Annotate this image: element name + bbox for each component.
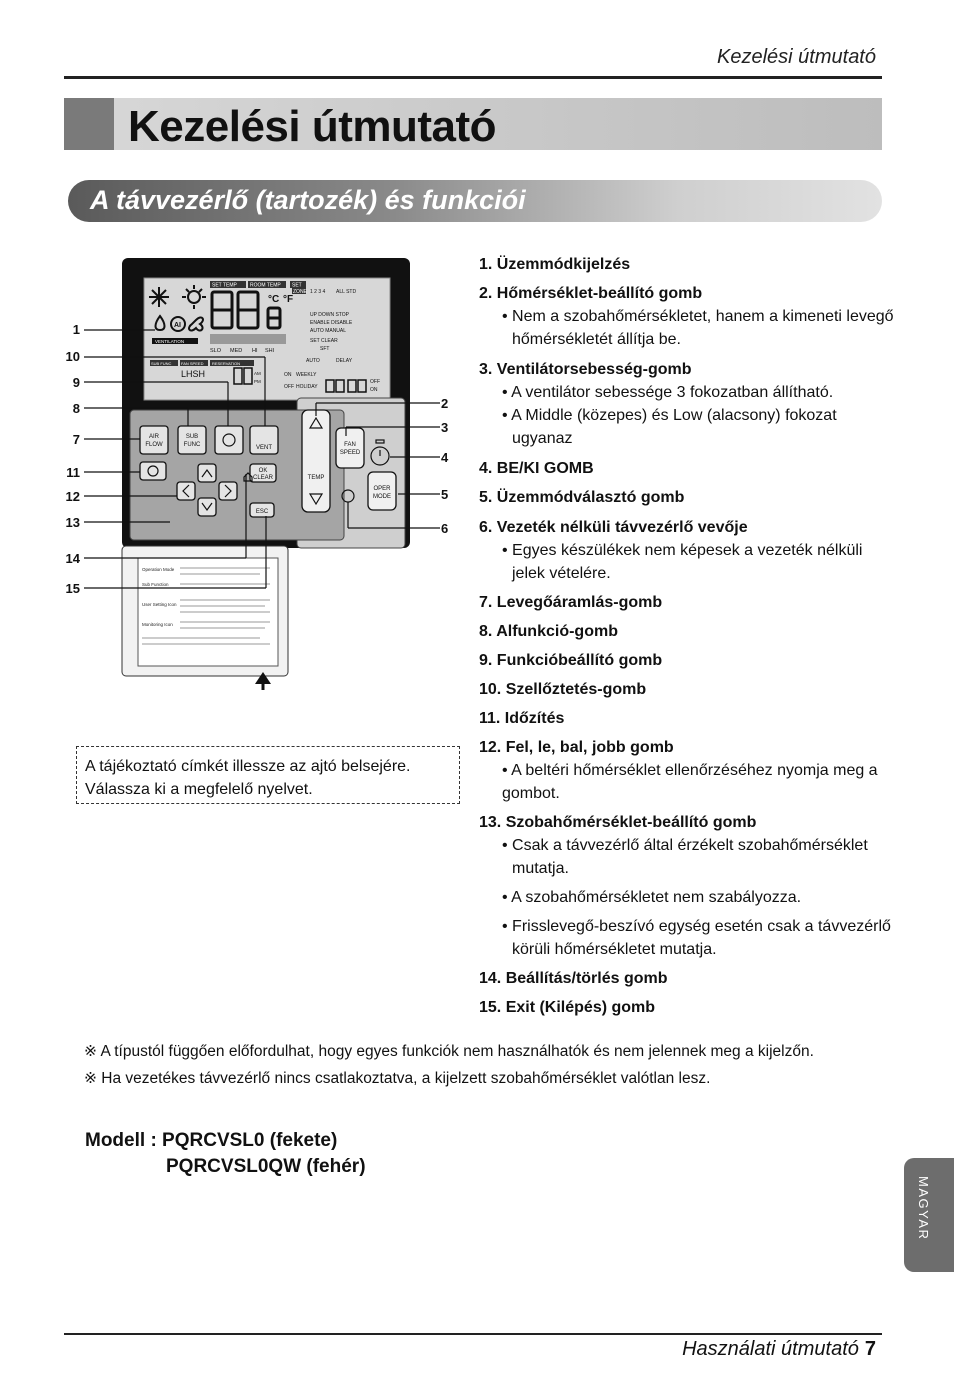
- running-header: Kezelési útmutató: [717, 46, 876, 68]
- header-rule: [64, 76, 882, 79]
- lcd-zone-digits: 1 2 3 4: [310, 289, 326, 295]
- sub-func-button[interactable]: [178, 426, 206, 454]
- lcd-celsius: °C: [268, 294, 280, 305]
- section-title: A távvezérlő (tartozék) és funkciói: [90, 185, 526, 215]
- list-item: [479, 708, 899, 730]
- language-tab: [904, 1158, 954, 1272]
- sub-func-label-2: FUNC: [183, 442, 201, 448]
- callout-4: 4: [441, 450, 449, 465]
- list-item-title: 3. Ventilátorsebesség-gomb: [479, 361, 692, 378]
- fan-speed-button[interactable]: [336, 428, 364, 468]
- callout-7: 7: [72, 432, 80, 447]
- label-instruction-line-1: A tájékoztató címkét illessze az ajtó belsejére.: [85, 758, 411, 775]
- callout-6: 6: [441, 521, 449, 536]
- fan-speed-label-2: SPEED: [339, 450, 361, 456]
- list-item-detail: • Frisslevegő-beszívó egység esetén csak a távvezérlő körüli hőmérsékletet mutatja.: [502, 918, 891, 958]
- page-title-band: [64, 98, 882, 150]
- note-2: ※ Ha vezetékes távvezérlő nincs csatlakoztatva, a kijelzett szobahőmérséklet valótlan lesz.: [84, 1070, 711, 1087]
- lcd-off: OFF: [284, 384, 294, 390]
- callout-10: 10: [65, 349, 80, 364]
- lcd-slo: SLO: [210, 348, 222, 354]
- card-user-setting: User Setting Icon: [142, 602, 177, 607]
- callout-2: 2: [441, 396, 449, 411]
- lcd-set: SET: [292, 282, 302, 289]
- function-setting-button[interactable]: [215, 426, 243, 454]
- list-item-title: 4. BE/KI GOMB: [479, 460, 594, 477]
- lcd-shi: SHI: [265, 348, 275, 354]
- list-item: [479, 650, 899, 672]
- list-item-title: 1. Üzemmódkijelzés: [479, 256, 631, 273]
- lcd-auto: AUTO: [306, 358, 320, 364]
- card-sub-function: Sub Function: [142, 582, 169, 587]
- list-item-title: 8. Alfunkció-gomb: [479, 623, 618, 640]
- list-item-detail: gombot.: [502, 785, 560, 802]
- title-marker: [64, 98, 114, 150]
- right-button[interactable]: [219, 482, 237, 500]
- list-item-detail: • A ventilátor sebessége 3 fokozatban állítható.: [502, 384, 834, 401]
- callout-3: 3: [441, 420, 449, 435]
- list-item-detail: • A szobahőmérsékletet nem szabályozza.: [502, 889, 802, 906]
- lcd-enable-disable: ENABLE DISABLE: [310, 320, 353, 326]
- lcd-delay: DELAY: [336, 358, 353, 364]
- list-item: [479, 621, 899, 643]
- list-item-detail: • Egyes készülékek nem képesek a vezeték nélküli jelek vételére.: [502, 542, 863, 582]
- lcd-off2: OFF: [370, 379, 380, 385]
- footer: [682, 1338, 876, 1361]
- list-item-title: 2. Hőmérséklet-beállító gomb: [479, 285, 703, 302]
- list-item: [479, 737, 899, 805]
- list-item-title: 7. Levegőáramlás-gomb: [479, 594, 663, 611]
- temp-button[interactable]: [302, 410, 330, 512]
- lcd-up-down-stop: UP DOWN STOP: [310, 312, 349, 318]
- oper-mode-label-1: OPER: [373, 486, 391, 492]
- remote-controller-diagram: [60, 250, 460, 690]
- list-item-title: 10. Szellőztetés-gomb: [479, 681, 647, 698]
- lcd-room-temp: ROOM TEMP: [250, 282, 281, 289]
- list-item-title: 11. Időzítés: [479, 710, 565, 727]
- callout-15: 15: [65, 581, 80, 596]
- lcd-zone: ZONE: [293, 289, 307, 295]
- lcd-fahrenheit: °F: [283, 294, 294, 305]
- temp-label: TEMP: [307, 475, 325, 481]
- lcd-reservation: RESERVATION: [212, 361, 241, 366]
- lcd-all-std: ALL STD: [336, 289, 357, 295]
- card-monitoring: Monitoring Icon: [142, 622, 173, 627]
- ok-label: OK: [258, 468, 268, 474]
- esc-label: ESC: [255, 509, 269, 515]
- list-item: [479, 592, 899, 614]
- lcd-lhsh: LHSH: [181, 369, 206, 379]
- model-line-2: PQRCVSL0QW (fehér): [166, 1156, 366, 1177]
- footer-rule: [64, 1333, 882, 1335]
- ai-label: AI: [174, 322, 181, 329]
- notes: [84, 1042, 814, 1096]
- lcd-weekly: WEEKLY: [296, 372, 317, 378]
- oper-mode-label-2: MODE: [373, 494, 391, 500]
- clear-label: CLEAR: [252, 475, 274, 481]
- note-1: ※ A típustól függően előfordulhat, hogy egyes funkciók nem használhatók és nem jelennek meg a kijelzőn.: [84, 1043, 814, 1060]
- vent-label: VENT: [255, 445, 273, 451]
- air-flow-label-2: FLOW: [145, 442, 163, 448]
- list-item: [479, 458, 899, 480]
- callout-13: 13: [65, 515, 80, 530]
- lcd-set-temp: SET TEMP: [212, 282, 237, 289]
- lcd-hi: HI: [252, 348, 258, 354]
- callout-14: 14: [65, 551, 80, 566]
- list-item: [479, 679, 899, 701]
- callout-11: 11: [66, 465, 80, 480]
- lcd-med: MED: [230, 348, 243, 354]
- callout-5: 5: [441, 487, 449, 502]
- callout-1: 1: [72, 322, 80, 337]
- fan-speed-label-1: FAN: [344, 442, 356, 448]
- lcd-auto-manual: AUTO MANUAL: [310, 328, 347, 334]
- list-item: [479, 487, 899, 509]
- lcd-am: AM: [254, 371, 261, 376]
- lcd-fan-speed: FAN SPEED: [181, 361, 204, 366]
- callout-8: 8: [72, 401, 80, 416]
- model-line-1: Modell : PQRCVSL0 (fekete): [85, 1130, 338, 1151]
- list-item-title: 6. Vezeték nélküli távvezérlő vevője: [479, 519, 748, 536]
- list-item: [479, 359, 899, 450]
- lcd-sub-func: SUB FUNC: [151, 361, 172, 366]
- function-list: [479, 254, 899, 1019]
- up-button[interactable]: [198, 464, 216, 482]
- lcd-on: ON: [284, 372, 292, 378]
- list-item: [479, 968, 899, 990]
- list-item: [479, 517, 899, 585]
- list-item: [479, 254, 899, 276]
- sub-func-label-1: SUB: [185, 434, 199, 440]
- label-instruction-box: [76, 746, 460, 804]
- list-item-title: 15. Exit (Kilépés) gomb: [479, 999, 656, 1016]
- language-tab-label: MAGYAR: [916, 1176, 931, 1241]
- list-item-title: 13. Szobahőmérséklet-beállító gomb: [479, 814, 757, 831]
- down-button[interactable]: [198, 498, 216, 516]
- list-item-title: 5. Üzemmódválasztó gomb: [479, 489, 685, 506]
- timer-button[interactable]: [140, 462, 166, 480]
- label-instruction-line-2: Válassza ki a megfelelő nyelvet.: [85, 781, 313, 798]
- lcd-sft: SFT: [320, 346, 330, 352]
- left-button[interactable]: [177, 482, 195, 500]
- list-item-detail: • A beltéri hőmérséklet ellenőrzéséhez nyomja meg a: [502, 762, 878, 779]
- lcd-pm: PM: [254, 379, 261, 384]
- callout-9: 9: [72, 375, 80, 390]
- list-item: [479, 283, 899, 351]
- lcd-set-clear: SET CLEAR: [310, 338, 338, 344]
- list-item-detail: • Csak a távvezérlő által érzékelt szobahőmérséklet mutatja.: [502, 837, 868, 877]
- list-item-title: 12. Fel, le, bal, jobb gomb: [479, 739, 674, 756]
- model-info: [85, 1128, 366, 1180]
- lcd-holiday: HOLIDAY: [296, 384, 318, 390]
- section-title-band: [68, 180, 882, 222]
- page-number: 7: [864, 1338, 876, 1360]
- list-item: [479, 997, 899, 1019]
- list-item-detail: • Nem a szobahőmérsékletet, hanem a kimeneti levegő hőmérsékletét állítja be.: [502, 308, 894, 348]
- callout-12: 12: [65, 489, 80, 504]
- list-item-title: 14. Beállítás/törlés gomb: [479, 970, 668, 987]
- list-item-detail: • A Middle (közepes) és Low (alacsony) fokozat ugyanaz: [502, 407, 837, 447]
- lcd-on2: ON: [370, 387, 378, 393]
- lcd-fan-level-bars: [210, 334, 286, 344]
- air-flow-label-1: AIR: [148, 434, 160, 440]
- lcd-ventilation: VENTILATION: [155, 339, 185, 344]
- air-flow-button[interactable]: [140, 426, 168, 454]
- list-item-title: 9. Funkcióbeállító gomb: [479, 652, 663, 669]
- footer-text: Használati útmutató: [682, 1338, 859, 1360]
- page-title: Kezelési útmutató: [128, 102, 497, 151]
- list-item: [479, 812, 899, 961]
- card-operation-mode: Operation Mode: [142, 567, 175, 572]
